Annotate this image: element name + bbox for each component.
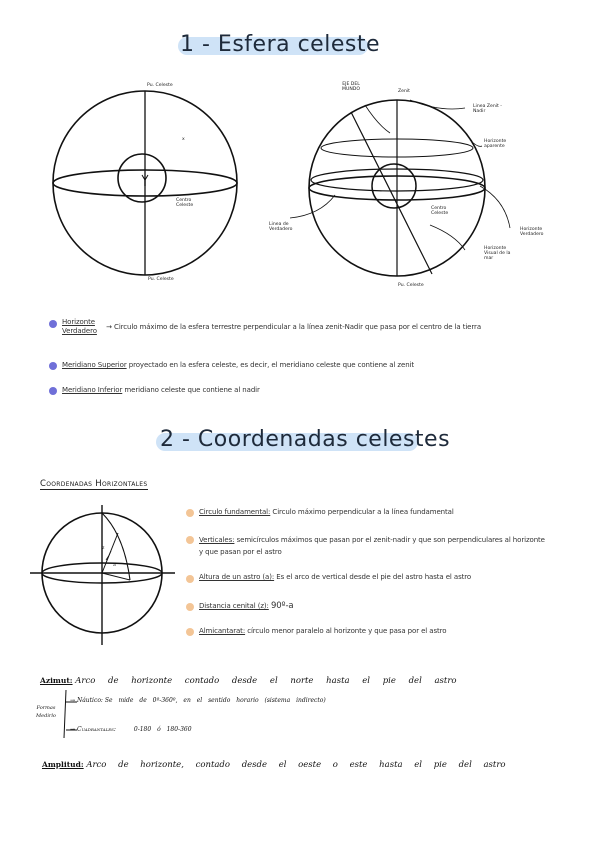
fig2-horizonte-visual-label: Horizonte Visual de la mar	[484, 246, 511, 261]
section1-title: 1 - Esfera celeste	[180, 32, 380, 57]
fig2-linea-label: Linea Zenit - Nadir	[473, 104, 502, 114]
fig1-x-mark: x	[182, 137, 185, 142]
bullet-circulo-fundamental: Circulo fundamental: Circulo máximo perpendicular a la línea fundamental	[199, 508, 454, 516]
fig2-horizonte-aparente-label: Horizonte aparente	[484, 139, 507, 149]
fig3-a-label: a	[113, 563, 116, 568]
fig3-z-label: z	[102, 546, 105, 551]
amplitud-line: Amplitud: Arco de horizonte, contado desde el oeste o este hasta el pie del astro	[42, 760, 506, 770]
fig2-centro-label: Centro Celeste	[431, 206, 449, 216]
fig1-center-label: Centro Celeste	[176, 198, 194, 208]
azimut-line: Azimut: Arco de horizonte contado desde el norte hasta el pie del astro	[40, 676, 457, 686]
bullet-verticales: Verticales: semicírculos máximos que pasan por el zenit-nadir y que son perpendiculares al horizonte y que pasan por el astro	[199, 536, 545, 556]
fig2-zenit-label: Zenit	[398, 89, 410, 94]
section2-subtitle: Coordenadas Horizontales	[40, 479, 148, 489]
bullet-horizonte: Horizonte Verdadero → Circulo máximo de la esfera terrestre perpendicular a la línea zenit-Nadir que pasa por el centro de la tierra	[62, 318, 482, 335]
nautico-line: → Náutico: Se mide de 0º-360º, en el sentido horario (sistema indirecto)	[70, 697, 326, 704]
fig1-top-label: Pu. Celeste	[147, 83, 173, 88]
section2-title: 2 - Coordenadas celestes	[160, 427, 451, 452]
fig1-bottom-label: Pu. Celeste	[148, 277, 174, 282]
cuadrantal-line: → Cuadrantales: 0-180 ó 180-360	[70, 726, 192, 733]
bullet-almicantarat: Almicantarat: círculo menor paralelo al horizonte y que pasa por el astro	[199, 627, 447, 635]
bullet-distancia-cenital: Distancia cenital (z): 90º-a	[199, 601, 294, 611]
bullet-meridiano-superior: Meridiano Superior proyectado en la esfera celeste, es decir, el meridiano celeste que contiene al zenit	[62, 361, 415, 369]
fig2-eje-label: EJE DEL MUNDO	[342, 82, 360, 92]
fig2-linea-ver-label: Linea de Verdadero	[269, 222, 293, 232]
bullet-meridiano-inferior: Meridiano Inferior meridiano celeste que contiene al nadir	[62, 386, 260, 394]
fig2-horizonte-verd-label: Horizonte Verdadero	[520, 227, 544, 237]
bullet-altura: Altura de un astro (a): Es el arco de vertical desde el pie del astro hasta el astro	[199, 573, 472, 581]
formas-medirlo-label: Formas Medirlo	[36, 705, 56, 719]
fig2-bottom-label: Pu. Celeste	[398, 283, 424, 288]
